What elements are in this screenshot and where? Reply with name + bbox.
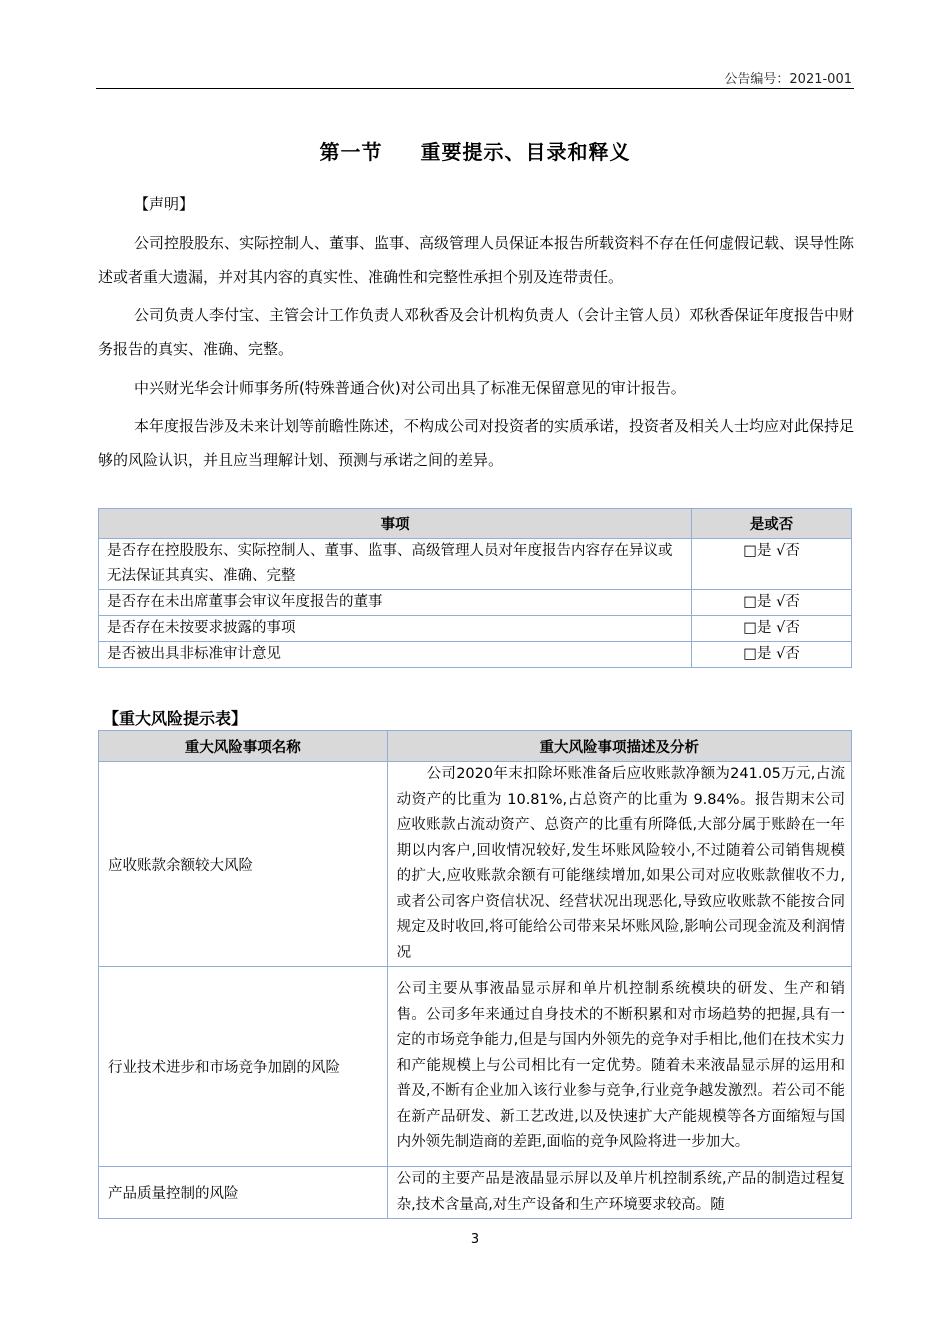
page-title (0, 136, 950, 165)
matter-item: 是否存在未出席董事会审议年度报告的董事 (99, 590, 692, 616)
risk-table-title: 【重大风险提示表】 (103, 709, 248, 728)
declaration-paragraph-2: 公司负责人李付宝、主管会计工作负责人邓秋香及会计机构负责人（会计主管人员）邓秋香保证年度报告中财务报告的真实、准确、完整。 (98, 306, 855, 358)
declaration-paragraph-1: 公司控股股东、实际控制人、董事、监事、高级管理人员保证本报告所载资料不存在任何虚假记载、误导性陈述或者重大遗漏，并对其内容的真实性、准确性和完整性承担个别及连带责任。 (98, 234, 855, 286)
matters-header-item: 事项 (99, 509, 692, 539)
risk-table-header (99, 731, 852, 762)
declaration-label: 【声明】 (134, 195, 195, 213)
matters-table (98, 508, 852, 668)
table-row (99, 967, 852, 1167)
section-number: 第一节 (319, 140, 383, 164)
risk-description: 公司主要从事液晶显示屏和单片机控制系统模块的研发、生产和销售。公司多年来通过自身技术的不断积累和对市场趋势的把握,具有一定的市场竞争能力,但是与国内外领先的竞争对手相比,他们在技术实力和产能规模上与公司相比有一定优势。随着未来液晶显示屏的运用和普及,不断有企业加入该行业参与竞争,行业竞争越发激烈。若公司不能在新产品研发、新工艺改进,以及快速扩大产能规模等各方面缩短与国内外领先制造商的差距,面临的竞争风险将进一步加大。 (387, 967, 851, 1167)
risk-description (387, 762, 851, 967)
page-number: 3 (470, 1232, 480, 1247)
matter-answer: □是 √否 (692, 616, 852, 642)
announcement-number: 公告编号：2021-001 (724, 72, 852, 87)
risk-header-desc: 重大风险事项描述及分析 (387, 731, 851, 762)
risk-description-text: 公司2020年末扣除坏账准备后应收账款净额为241.05万元,占流动资产的比重为 10.81%,占总资产的比重为 9.84%。报告期末公司应收账款占流动资产、总资产的比重有所降低,大部分属于账龄在一年期以内客户,回收情况较好,发生坏账风险较小,不过随着公司销售规模的扩大,应收账款余额有可能继续增加,如果公司对应收账款催收不力,或者公司客户资信状况、经营状况出现恶化,导致应收账款不能按合同规定及时收回,将可能给公司带来呆坏账风险,影响公司现金流及利润情况 (396, 766, 845, 961)
table-row (99, 616, 852, 642)
risk-header-name: 重大风险事项名称 (99, 731, 388, 762)
declaration-paragraph-4: 本年度报告涉及未来计划等前瞻性陈述，不构成公司对投资者的实质承诺，投资者及相关人士均应对此保持足够的风险认识，并且应当理解计划、预测与承诺之间的差异。 (98, 417, 855, 469)
risk-name: 行业技术进步和市场竞争加剧的风险 (99, 967, 388, 1167)
section-title: 重要提示、目录和释义 (420, 140, 631, 164)
table-row (99, 762, 852, 967)
declaration-paragraph-3: 中兴财光华会计师事务所(特殊普通合伙)对公司出具了标准无保留意见的审计报告。 (134, 379, 686, 397)
table-row (99, 539, 852, 590)
matter-item: 是否被出具非标准审计意见 (99, 642, 692, 668)
risk-description: 公司的主要产品是液晶显示屏以及单片机控制系统,产品的制造过程复杂,技术含量高,对生产设备和生产环境要求较高。随 (387, 1167, 851, 1219)
matters-table-header (99, 509, 852, 539)
matter-answer: □是 √否 (692, 539, 852, 590)
matter-answer: □是 √否 (692, 642, 852, 668)
risk-table (98, 730, 852, 1219)
matter-item: 是否存在未按要求披露的事项 (99, 616, 692, 642)
table-row (99, 590, 852, 616)
risk-name: 应收账款余额较大风险 (99, 762, 388, 967)
header-divider (96, 88, 854, 89)
table-row (99, 1167, 852, 1219)
risk-name: 产品质量控制的风险 (99, 1167, 388, 1219)
matter-item: 是否存在控股股东、实际控制人、董事、监事、高级管理人员对年度报告内容存在异议或无法保证其真实、准确、完整 (99, 539, 692, 590)
matter-answer: □是 √否 (692, 590, 852, 616)
matters-header-answer: 是或否 (692, 509, 852, 539)
table-row (99, 642, 852, 668)
